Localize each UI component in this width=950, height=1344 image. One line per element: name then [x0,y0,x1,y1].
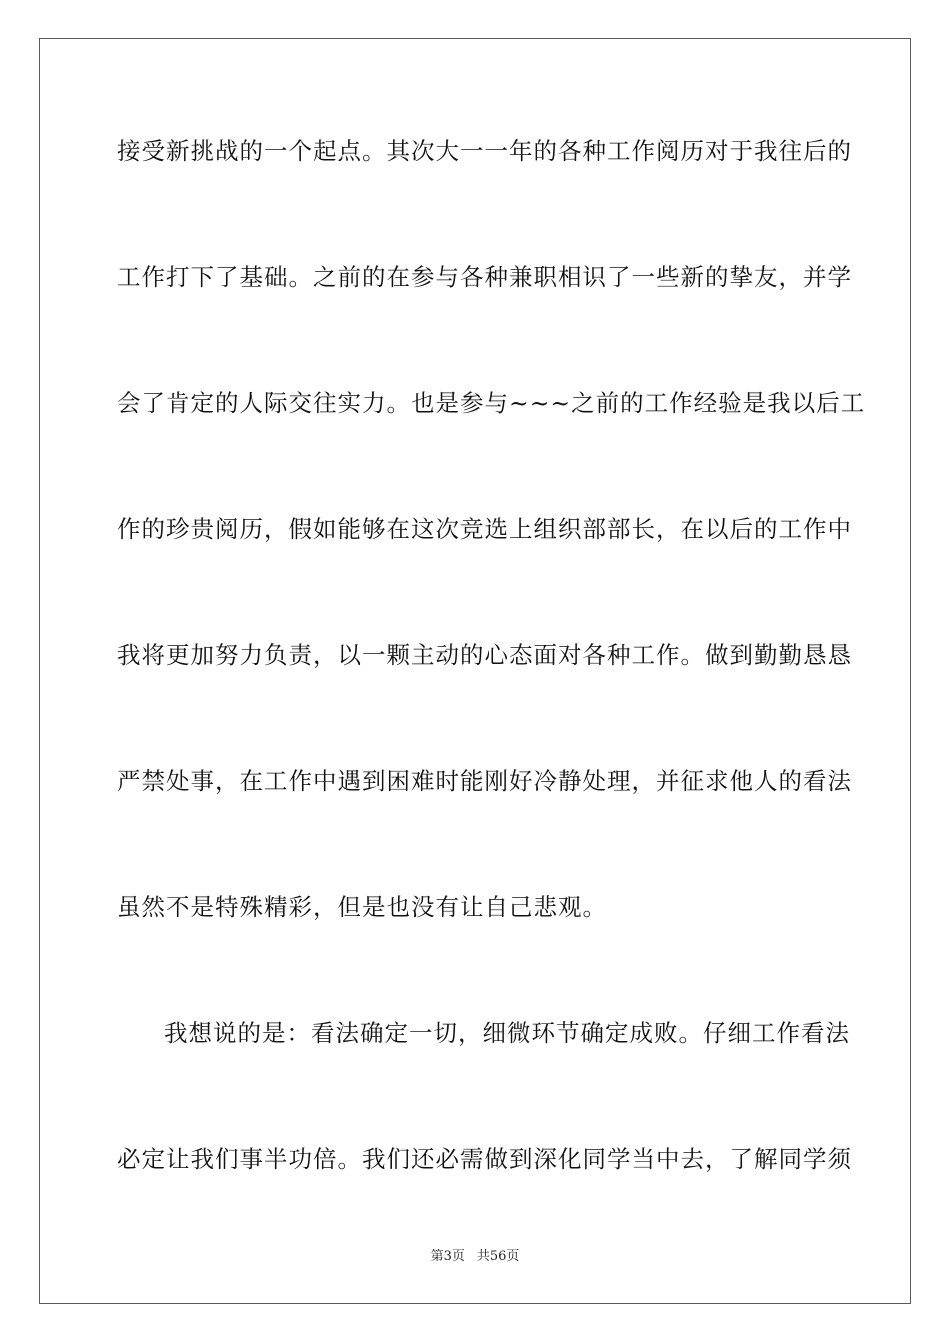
text-line: 会了肯定的人际交往实力。也是参与~~~之前的工作经验是我以后工 [117,389,866,417]
paragraph-start-line: 我想说的是：看法确定一切，细微环节确定成败。仔细工作看法 [164,1019,850,1047]
total-pages: 共56页 [476,1249,520,1264]
text-line: 接受新挑战的一个起点。其次大一一年的各种工作阅历对于我往后的 [117,137,852,165]
text-line: 作的珍贵阅历，假如能够在这次竞选上组织部部长，在以后的工作中 [117,515,852,543]
text-line: 我将更加努力负责，以一颗主动的心态面对各种工作。做到勤勤恳恳 [117,641,852,669]
text-line: 虽然不是特殊精彩，但是也没有让自己悲观。 [117,893,607,921]
text-line: 工作打下了基础。之前的在参与各种兼职相识了一些新的挚友，并学 [117,263,852,291]
document-body [117,128,866,1262]
page-footer [0,1248,950,1266]
text-line: 必定让我们事半功倍。我们还必需做到深化同学当中去，了解同学须 [117,1145,852,1173]
text-line: 严禁处事，在工作中遇到困难时能刚好冷静处理，并征求他人的看法 [117,767,852,795]
page-number: 第3页 [430,1249,465,1264]
